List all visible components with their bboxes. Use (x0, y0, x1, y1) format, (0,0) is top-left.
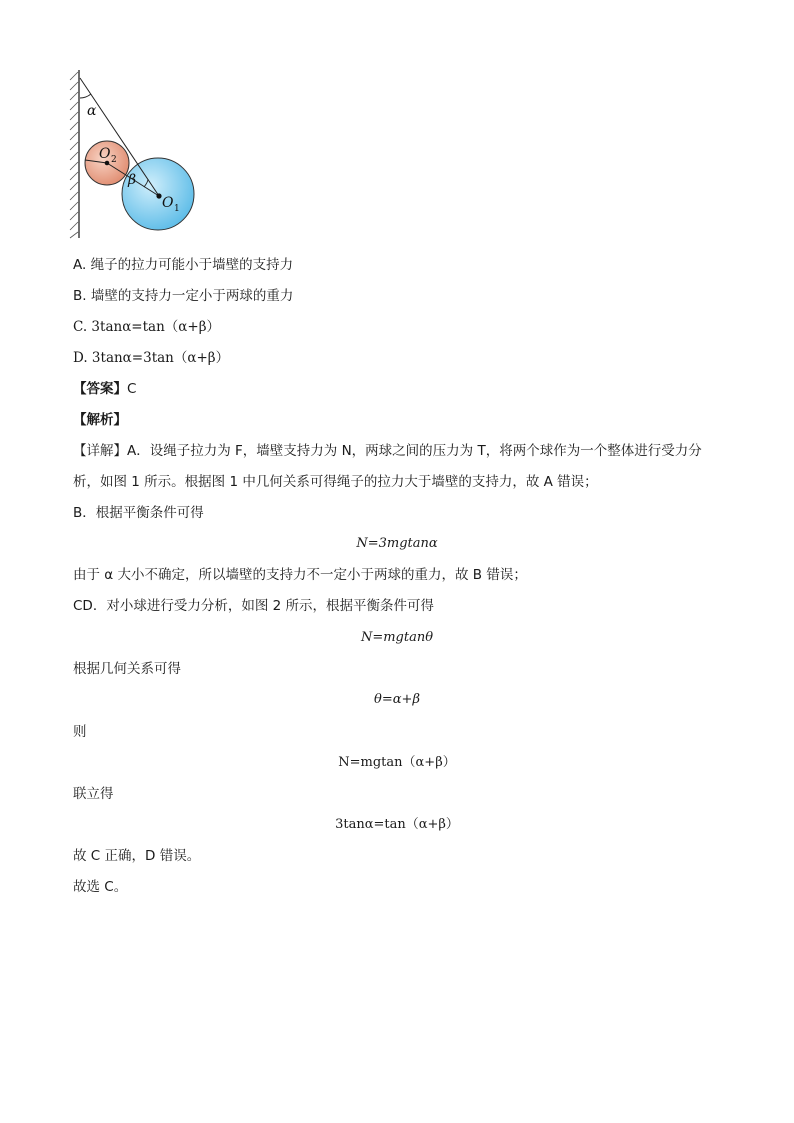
detail-line-6: 根据几何关系可得 (73, 661, 181, 677)
detail-line-4: 由于 α 大小不确定，所以墙壁的支持力不一定小于两球的重力，故 B 错误； (73, 567, 527, 583)
analysis-heading: 【解析】 (73, 412, 127, 428)
alpha-label: α (87, 103, 97, 119)
option-c: C. 3tanα=tan（α+β） (73, 319, 221, 335)
answer-value: C (127, 381, 137, 397)
o2-label: O (99, 146, 111, 162)
beta-label: β (128, 172, 137, 188)
detail-line-7: 则 (73, 724, 87, 740)
detail-line-1: 【详解】A．设绳子拉力为 F，墙壁支持力为 N，两球之间的压力为 T，将两个球作为一个整体进行受力分 (73, 443, 702, 459)
detail-line-8: 联立得 (73, 786, 114, 802)
o1-subscript: 1 (174, 204, 180, 214)
option-b: B. 墙壁的支持力一定小于两球的重力 (73, 288, 294, 304)
equation-3: θ=α+β (374, 692, 420, 707)
two-balls-wall-diagram (66, 68, 206, 240)
alpha-arc (80, 94, 91, 98)
detail-line-3: B．根据平衡条件可得 (73, 505, 204, 521)
physics-diagram (66, 68, 206, 240)
detail-line-10: 故选 C。 (73, 879, 128, 895)
equation-5: 3tanα=tan（α+β） (335, 817, 459, 832)
wall-hatching (70, 72, 78, 238)
detail-line-2: 析，如图 1 所示。根据图 1 中几何关系可得绳子的拉力大于墙壁的支持力，故 A 错误； (73, 474, 598, 490)
answer-line (73, 379, 136, 399)
equation-4: N=mgtan（α+β） (338, 755, 456, 770)
detail-line-5: CD．对小球进行受力分析，如图 2 所示，根据平衡条件可得 (73, 598, 434, 614)
o2-subscript: 2 (111, 155, 117, 165)
o1-center-dot (156, 193, 161, 198)
detail-line-9: 故 C 正确，D 错误。 (73, 848, 201, 864)
option-d: D. 3tanα=3tan（α+β） (73, 350, 230, 366)
o1-label: O (162, 195, 174, 211)
option-a: A. 绳子的拉力可能小于墙壁的支持力 (73, 257, 294, 273)
equation-2: N=mgtanθ (360, 630, 434, 645)
answer-bracket: 【答案】 (73, 381, 127, 397)
equation-1: N=3mgtanα (356, 536, 438, 551)
